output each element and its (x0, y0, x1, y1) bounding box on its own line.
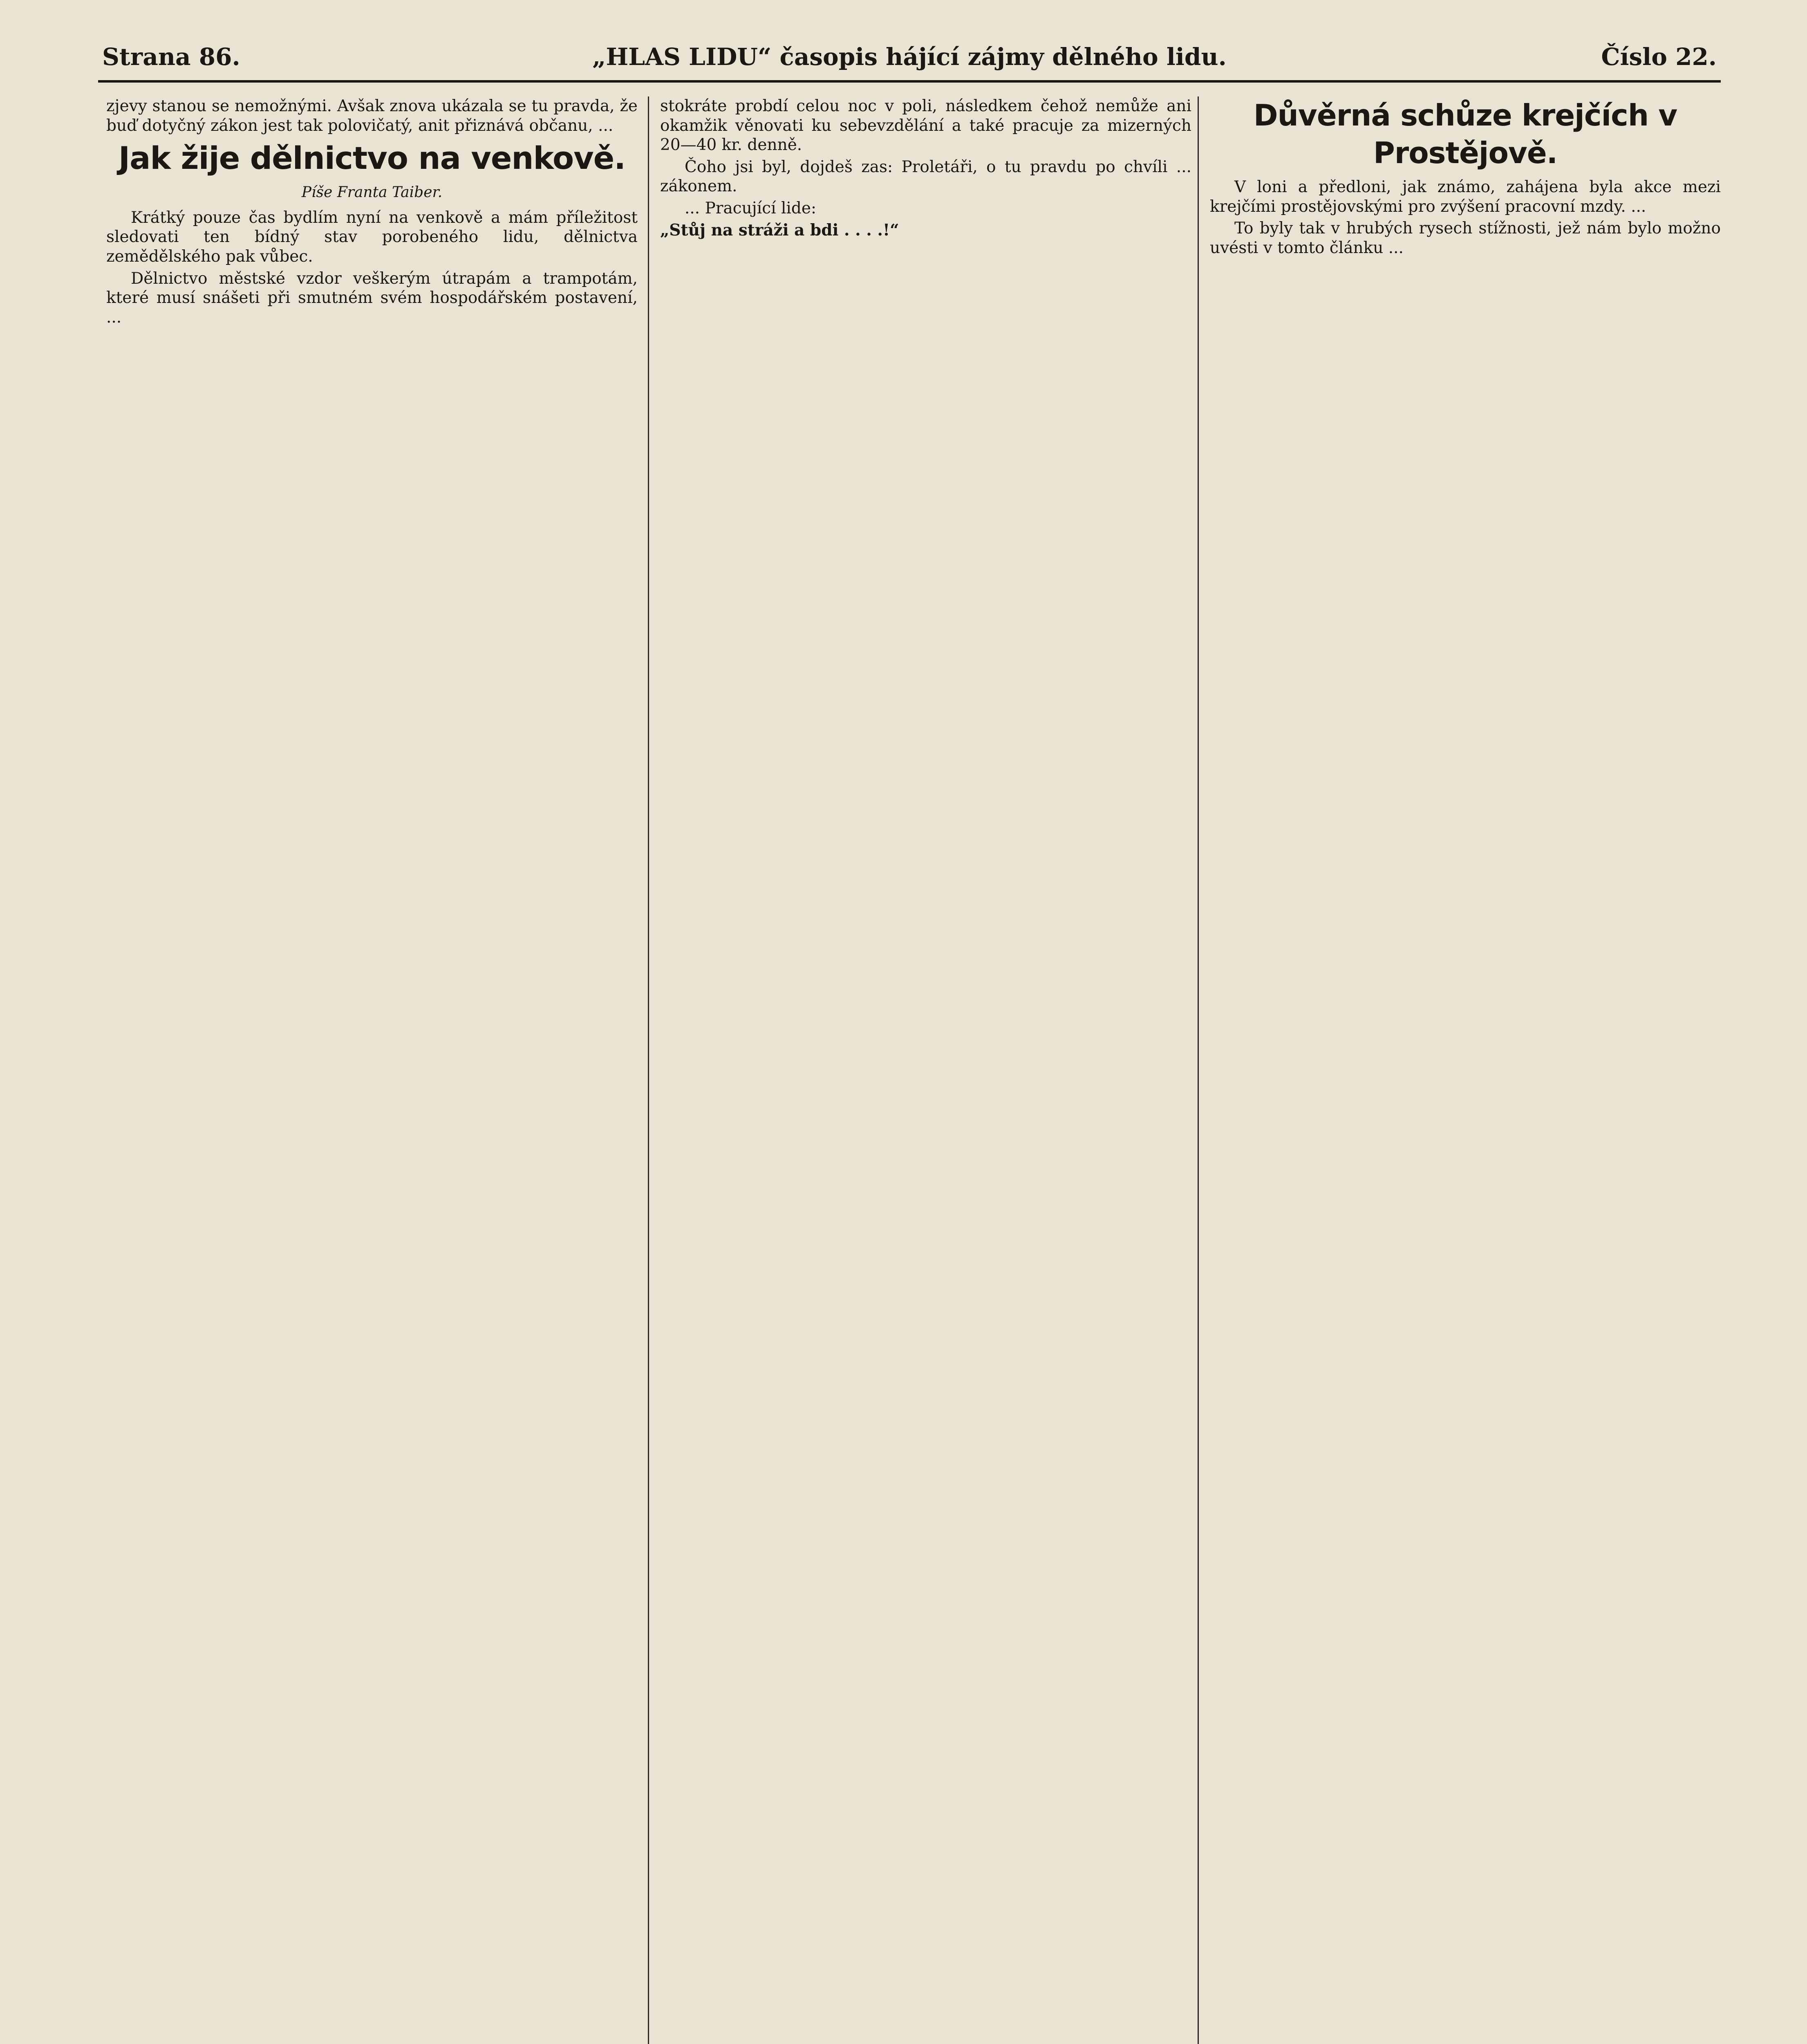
paragraph: ... Pracující lide: (685, 199, 817, 217)
column-2 (660, 96, 1191, 2044)
paragraph: Dělnictvo městské vzdor veškerým útrapám a trampotám, které musí snášeti při smutném svém hospodářském postavení, ... (106, 269, 638, 327)
paragraph: Čoho jsi byl, dojdeš zas: Proletáři, o tu pravdu po chvíli ... zákonem. (660, 157, 1191, 196)
column-divider (1198, 96, 1199, 2044)
paragraph: To byly tak v hrubých rysech stížnosti, jež nám bylo možno uvésti v tomto článku ... (1210, 219, 1721, 257)
running-head (102, 39, 1717, 76)
article-headline-jak-zije: Jak žije dělnictvo na venkově. (118, 140, 626, 177)
paragraph: stokráte probdí celou noc v poli, následkem čehož nemůže ani okamžik věnovati ku sebevzdělání a také pracuje za mizerných 20—40 kr. denně. (660, 97, 1191, 155)
paragraph: zjevy stanou se nemožnými. Avšak znova ukázala se tu pravda, že buď dotyčný zákon jest tak polovičatý, anit přiznává občanu, ... (106, 97, 638, 135)
masthead: „HLAS LIDU“ časopis hájící zájmy dělného lidu. (592, 43, 1227, 71)
paragraph: V loni a předloni, jak známo, zahájena byla akce mezi krejčími prostějovskými pro zvýšení pracovní mzdy. ... (1210, 178, 1721, 216)
column-3 (1210, 96, 1721, 2044)
paragraph: Krátký pouze čas bydlím nyní na venkově a mám příležitost sledovati ten bídný stav porobeného lidu, dělnictva zemědělského pak vůbec. (106, 208, 638, 266)
issue-number: Číslo 22. (1601, 43, 1717, 71)
page-number: Strana 86. (102, 43, 240, 71)
column-divider (648, 96, 649, 2044)
article-headline-duverna-schuze: Důvěrná schůze krejčích v Prostějově. (1253, 98, 1677, 170)
slogan: „Stůj na stráži a bdi . . . .!“ (660, 220, 899, 240)
column-1 (106, 96, 638, 2044)
article-byline: Píše Franta Taiber. (301, 184, 443, 201)
header-rule (98, 80, 1721, 83)
